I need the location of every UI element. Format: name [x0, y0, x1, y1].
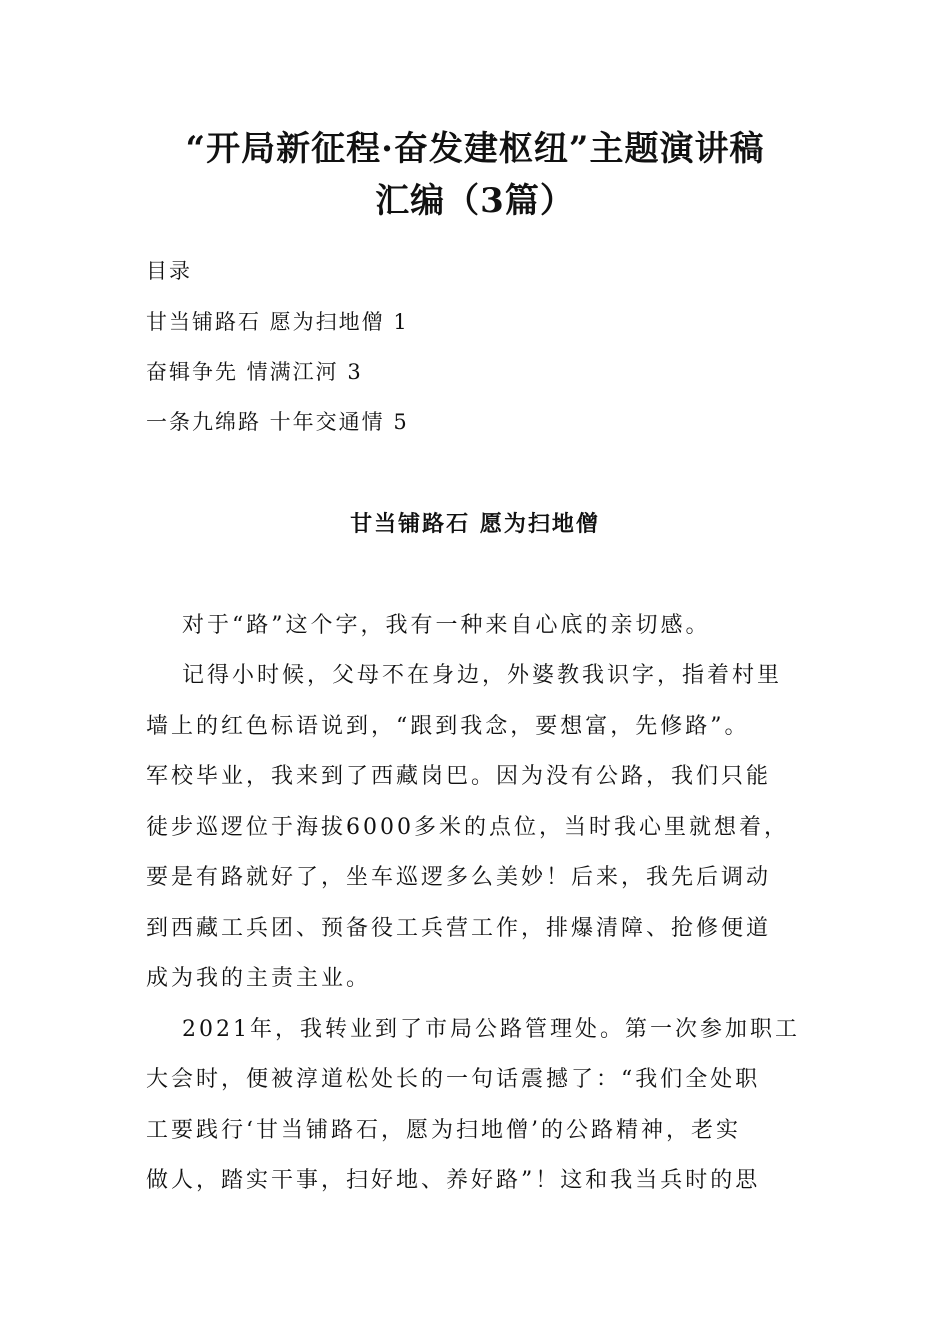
body-line: 墙上的红色标语说到，“跟到我念，要想富，先修路”。: [146, 714, 750, 739]
toc-heading: 目录: [146, 259, 192, 283]
document-title-line-1: “开局新征程·奋发建枢纽”主题演讲稿: [185, 129, 765, 169]
body-line: 成为我的主责主业。: [146, 966, 372, 991]
toc-item-1: 甘当铺路石 愿为扫地僧 1: [146, 310, 409, 334]
body-line: 做人，踏实干事，扫好地、养好路”！这和我当兵时的思: [146, 1168, 761, 1193]
body-line: 对于“路”这个字，我有一种来自心底的亲切感。: [182, 613, 711, 638]
body-line: 大会时，便被淳道松处长的一句话震撼了：“我们全处职: [146, 1067, 761, 1092]
body-line: 徒步巡逻位于海拔6000多米的点位，当时我心里就想着，: [146, 815, 789, 840]
body-line: 记得小时候，父母不在身边，外婆教我识字，指着村里: [182, 663, 783, 688]
body-line: 到西藏工兵团、预备役工兵营工作，排爆清障、抢修便道: [146, 916, 772, 941]
body-line: 军校毕业，我来到了西藏岗巴。因为没有公路，我们只能: [146, 764, 772, 789]
body-line: 2021年，我转业到了市局公路管理处。第一次参加职工: [182, 1017, 800, 1042]
toc-item-3: 一条九绵路 十年交通情 5: [146, 410, 409, 434]
section-title: 甘当铺路石 愿为扫地僧: [350, 511, 600, 537]
body-line: 要是有路就好了，坐车巡逻多么美妙！后来，我先后调动: [146, 865, 772, 890]
toc-item-2: 奋辑争先 情满江河 3: [146, 360, 363, 384]
document-title-line-2: 汇编（3篇）: [375, 181, 575, 221]
body-line: 工要践行‘甘当铺路石，愿为扫地僧’的公路精神，老实: [146, 1118, 741, 1143]
